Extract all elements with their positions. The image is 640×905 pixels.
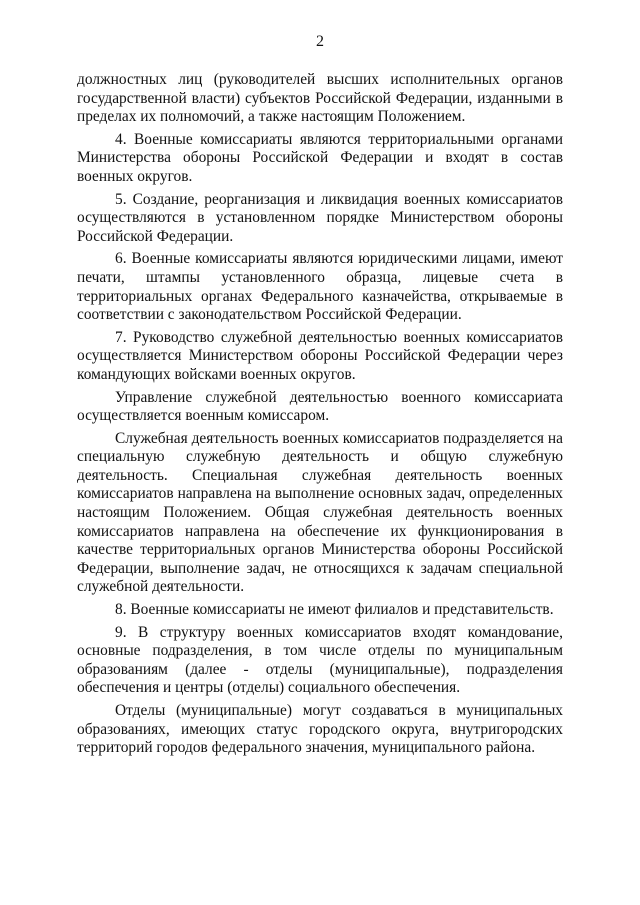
paragraph-management: Управление служебной деятельностью военного комиссариата осуществляется военным комиссаром. <box>77 388 563 425</box>
paragraph-item-5: 5. Создание, реорганизация и ликвидация военных комиссариатов осуществляются в установленном порядке Министерством обороны Российской Федерации. <box>77 190 563 245</box>
paragraph-item-9: 9. В структуру военных комиссариатов входят командование, основные подразделения, в том числе отделы по муниципальным образованиям (далее - отделы (муниципальные), подразделения обеспечения и центры (отделы) социального обеспечения. <box>77 623 563 697</box>
paragraph-item-8: 8. Военные комиссариаты не имеют филиалов и представительств. <box>115 601 554 619</box>
document-body <box>77 71 563 762</box>
paragraph-municipal-departments: Отделы (муниципальные) могут создаваться в муниципальных образованиях, имеющих статус городского округа, внутригородских территорий городов федерального значения, муниципального района. <box>77 702 563 757</box>
paragraph-item-4: 4. Военные комиссариаты являются территориальными органами Министерства обороны Российской Федерации и входят в состав военных округов. <box>77 130 563 185</box>
paragraph-continuation: должностных лиц (руководителей высших исполнительных органов государственной власти) субъектов Российской Федерации, изданными в пределах их полномочий, а также настоящим Положением. <box>77 71 563 126</box>
paragraph-item-7: 7. Руководство служебной деятельностью военных комиссариатов осуществляется Министерством обороны Российской Федерации через командующих войсками военных округов. <box>77 328 563 383</box>
paragraph-service-activity: Служебная деятельность военных комиссариатов подразделяется на специальную служебную деятельность и общую служебную деятельность. Специальная служебная деятельность военных комиссариатов направлена на выполнение основных задач, определенных настоящим Положением. Общая служебная деятельность военных комиссариатов направлена на обеспечение их функционирования в качестве территориальных органов Министерства обороны Российской Федерации, выполнение задач, не относящихся к задачам специальной служебной деятельности. <box>77 429 563 596</box>
paragraph-item-6: 6. Военные комиссариаты являются юридическими лицами, имеют печати, штампы установленного образца, лицевые счета в территориальных органах Федерального казначейства, открываемые в соответствии с законодательством Российской Федерации. <box>77 250 563 324</box>
page-number: 2 <box>316 33 324 50</box>
